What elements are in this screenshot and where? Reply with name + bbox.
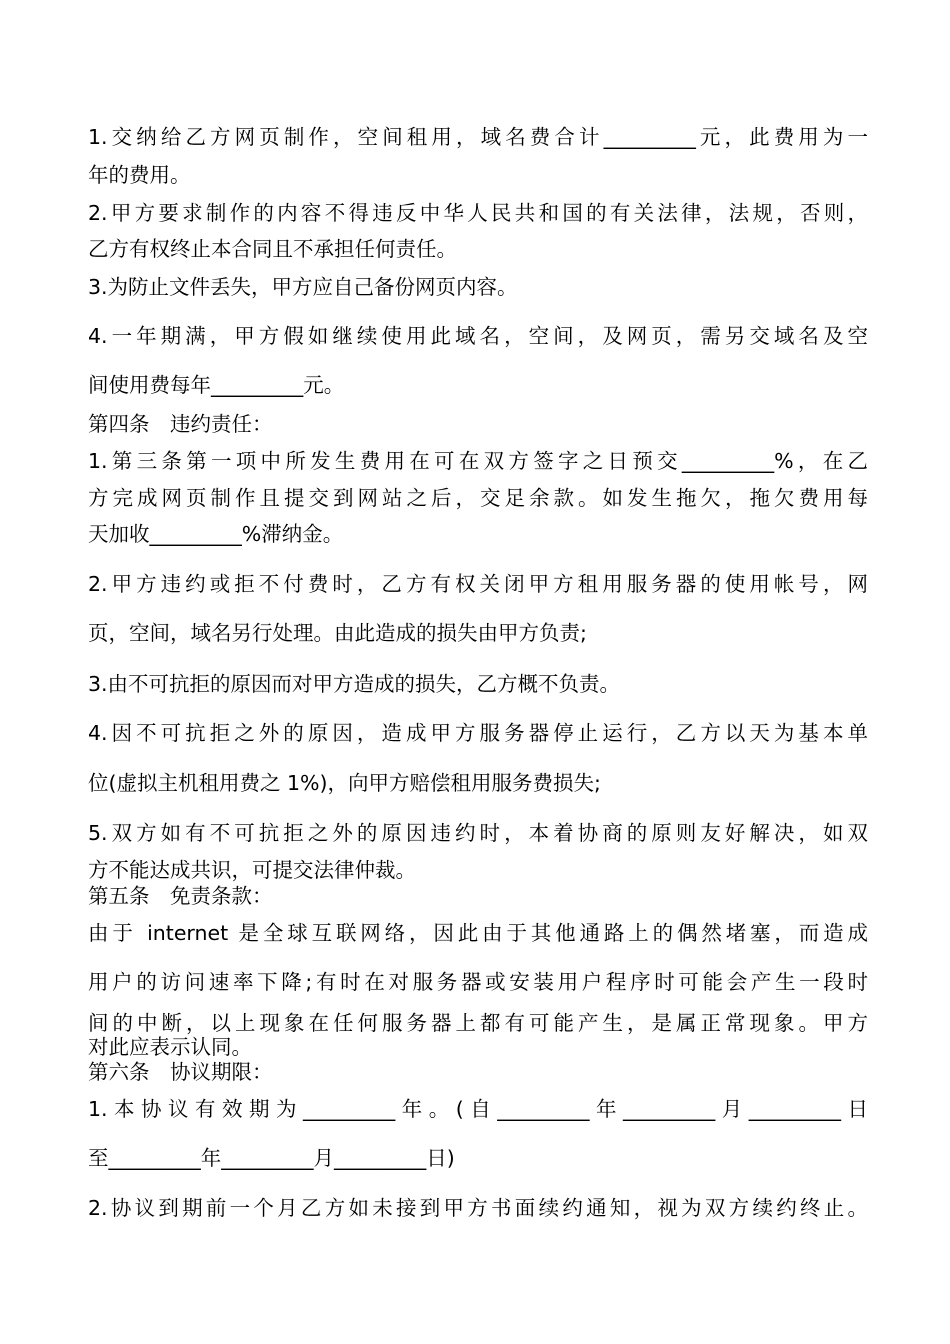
text-line: 2.甲方违约或拒不付费时，乙方有权关闭甲方租用服务器的使用帐号，网	[88, 572, 868, 596]
text-line: 2.协议到期前一个月乙方如未接到甲方书面续约通知，视为双方续约终止。	[88, 1196, 868, 1220]
text-line: 方完成网页制作且提交到网站之后，交足余款。如发生拖欠，拖欠费用每	[88, 486, 868, 510]
section-heading: 第五条 免责条款：	[88, 884, 273, 908]
text-line: 间使用费每年_________元。	[88, 373, 345, 397]
text-line: 间的中断，以上现象在任何服务器上都有可能产生，是属正常现象。甲方	[88, 1011, 868, 1035]
text-line: 由于 internet 是全球互联网络，因此由于其他通路上的偶然堵塞，而造成	[88, 921, 868, 945]
text-line: 2.甲方要求制作的内容不得违反中华人民共和国的有关法律，法规，否则，	[88, 201, 868, 225]
text-line: 5.双方如有不可抗拒之外的原因违约时，本着协商的原则友好解决，如双	[88, 821, 868, 845]
text-line: 1.本协议有效期为_________年。(自_________年_________月_________日	[88, 1097, 868, 1121]
text-line: 天加收_________%滞纳金。	[88, 522, 344, 546]
section-heading: 第六条 协议期限：	[88, 1060, 273, 1084]
text-line: 至_________年_________月_________日)	[88, 1146, 455, 1170]
text-line: 1.交纳给乙方网页制作，空间租用，域名费合计_________元，此费用为一	[88, 125, 868, 149]
text-line: 1.第三条第一项中所发生费用在可在双方签字之日预交_________%，在乙	[88, 449, 868, 473]
text-line: 对此应表示认同。	[88, 1035, 252, 1059]
text-line: 方不能达成共识，可提交法律仲裁。	[88, 858, 416, 882]
text-line: 乙方有权终止本合同且不承担任何责任。	[88, 237, 457, 261]
text-line: 4.因不可抗拒之外的原因，造成甲方服务器停止运行，乙方以天为基本单	[88, 721, 868, 745]
text-line: 3.由不可抗拒的原因而对甲方造成的损失，乙方概不负责。	[88, 672, 621, 696]
text-line: 位(虚拟主机租用费之 1%)，向甲方赔偿租用服务费损失;	[88, 771, 601, 795]
text-line: 3.为防止文件丢失，甲方应自己备份网页内容。	[88, 275, 518, 299]
text-line: 4.一年期满，甲方假如继续使用此域名，空间，及网页，需另交域名及空	[88, 324, 868, 348]
text-line: 年的费用。	[88, 163, 191, 187]
section-heading: 第四条 违约责任：	[88, 412, 273, 436]
text-line: 页，空间，域名另行处理。由此造成的损失由甲方负责;	[88, 621, 587, 645]
text-line: 用户的访问速率下降;有时在对服务器或安装用户程序时可能会产生一段时	[88, 970, 868, 994]
